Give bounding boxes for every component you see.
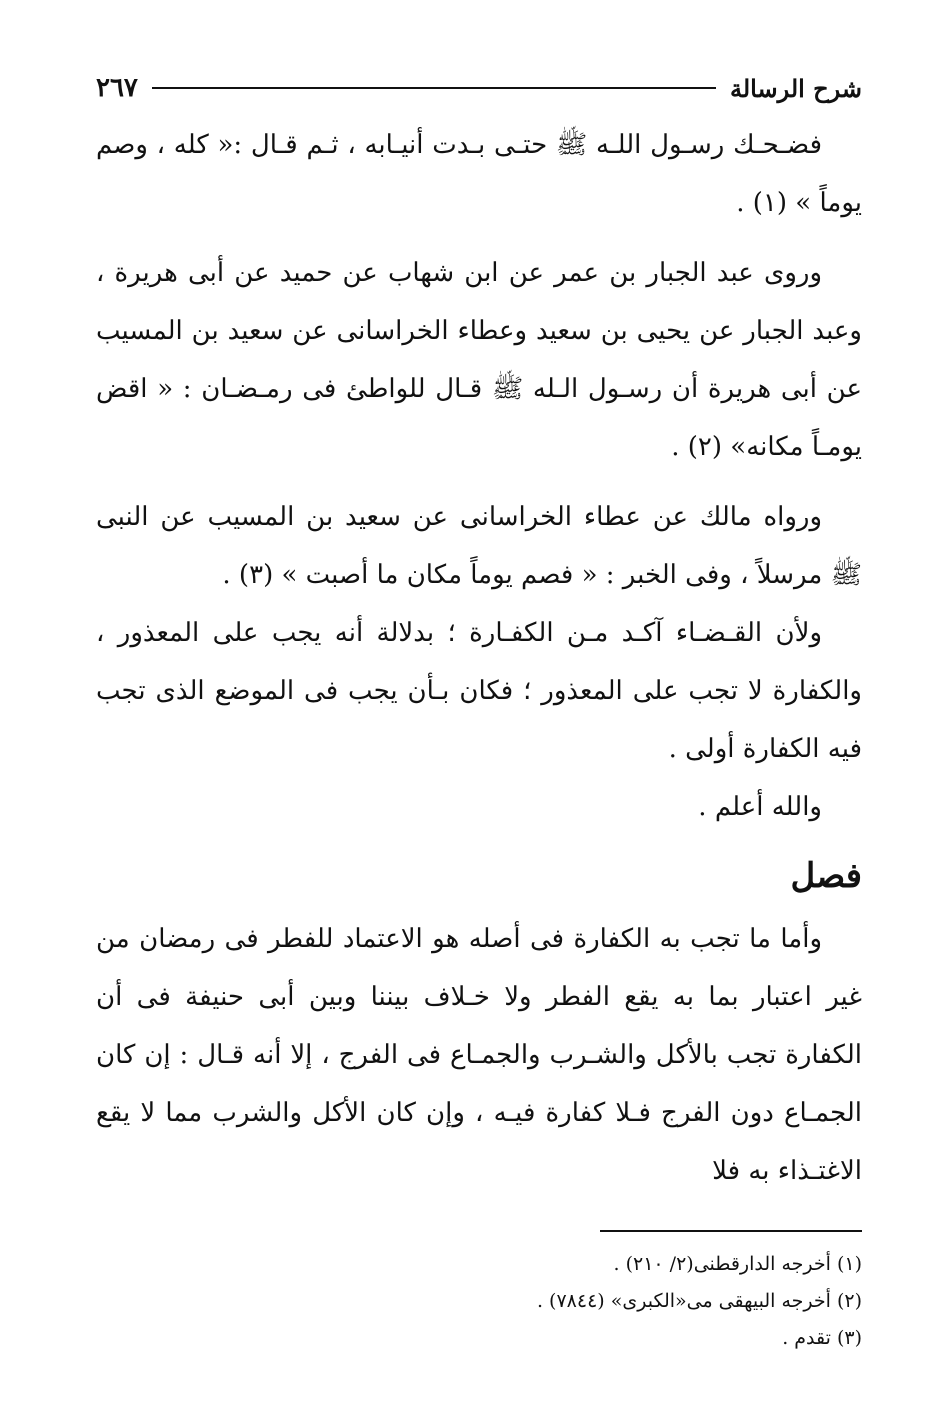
footnote-3: (٣) تقدم . [782, 1327, 862, 1349]
section-paragraph: وأما ما تجب به الكفارة فى أصله هو الاعتماد للفطر فى رمضان من غير اعتبار بما به يقع الفطر ولا خـلاف بيننا وبين أبى حنيفة فى أن الكفارة تجب بالأكل والشـرب والجمـاع فى الفرج ، إلا أنه قـال : إن كان الجمـاع دون الفرج فـلا كفارة فيـه ، وإن كان الأكل والشرب مما لا يقع الاغتـذاء به فلا [96, 924, 863, 1186]
paragraph-1: فضـحـك رسـول اللـه ﷺ حتـى بـدت أنيـابه ، ثـم قـال :« كله ، وصم يوماً » (١) . [96, 130, 862, 218]
running-header [96, 70, 862, 106]
footnote-1: (١) أخرجه الدارقطنى(٢/ ٢١٠) . [613, 1253, 862, 1275]
book-page [96, 70, 862, 1357]
paragraph-2: وروى عبد الجبار بن عمر عن ابن شهاب عن حميد عن أبى هريرة ، وعبد الجبار عن يحيى بن سعيد وعطاء الخراسانى عن سعيد بن المسيب عن أبى هريرة أن رسـول الـله ﷺ قـال للواطئ فى رمـضـان : « اقض يومـاً مكانه» (٢) . [96, 258, 862, 462]
footnote-2: (٢) أخرجه البيهقى مى«الكبرى» (٧٨٤٤) . [536, 1290, 862, 1312]
footnote-rule [600, 1230, 862, 1232]
page-number: ٢٦٧ [96, 73, 138, 103]
paragraph-5: والله أعلم . [698, 792, 822, 822]
header-rule [152, 87, 716, 89]
running-title: شرح الرسالة [729, 73, 862, 103]
main-text [96, 116, 862, 1200]
paragraph-4: ولأن القـضـاء آكـد مـن الكفـارة ؛ بدلالة أنه يجب على المعذور ، والكفارة لا تجب على المعذور ؛ فكان بـأن يجب فى الموضع الذى تجب فيه الكفارة أولى . [96, 618, 862, 764]
paragraph-3: ورواه مالك عن عطاء الخراسانى عن سعيد بن المسيب عن النبى ﷺ مرسلاً ، وفى الخبر : « فصم يوماً مكان ما أصبت » (٣) . [96, 502, 862, 590]
footnotes [96, 1246, 862, 1357]
section-heading: فصل [790, 856, 862, 896]
